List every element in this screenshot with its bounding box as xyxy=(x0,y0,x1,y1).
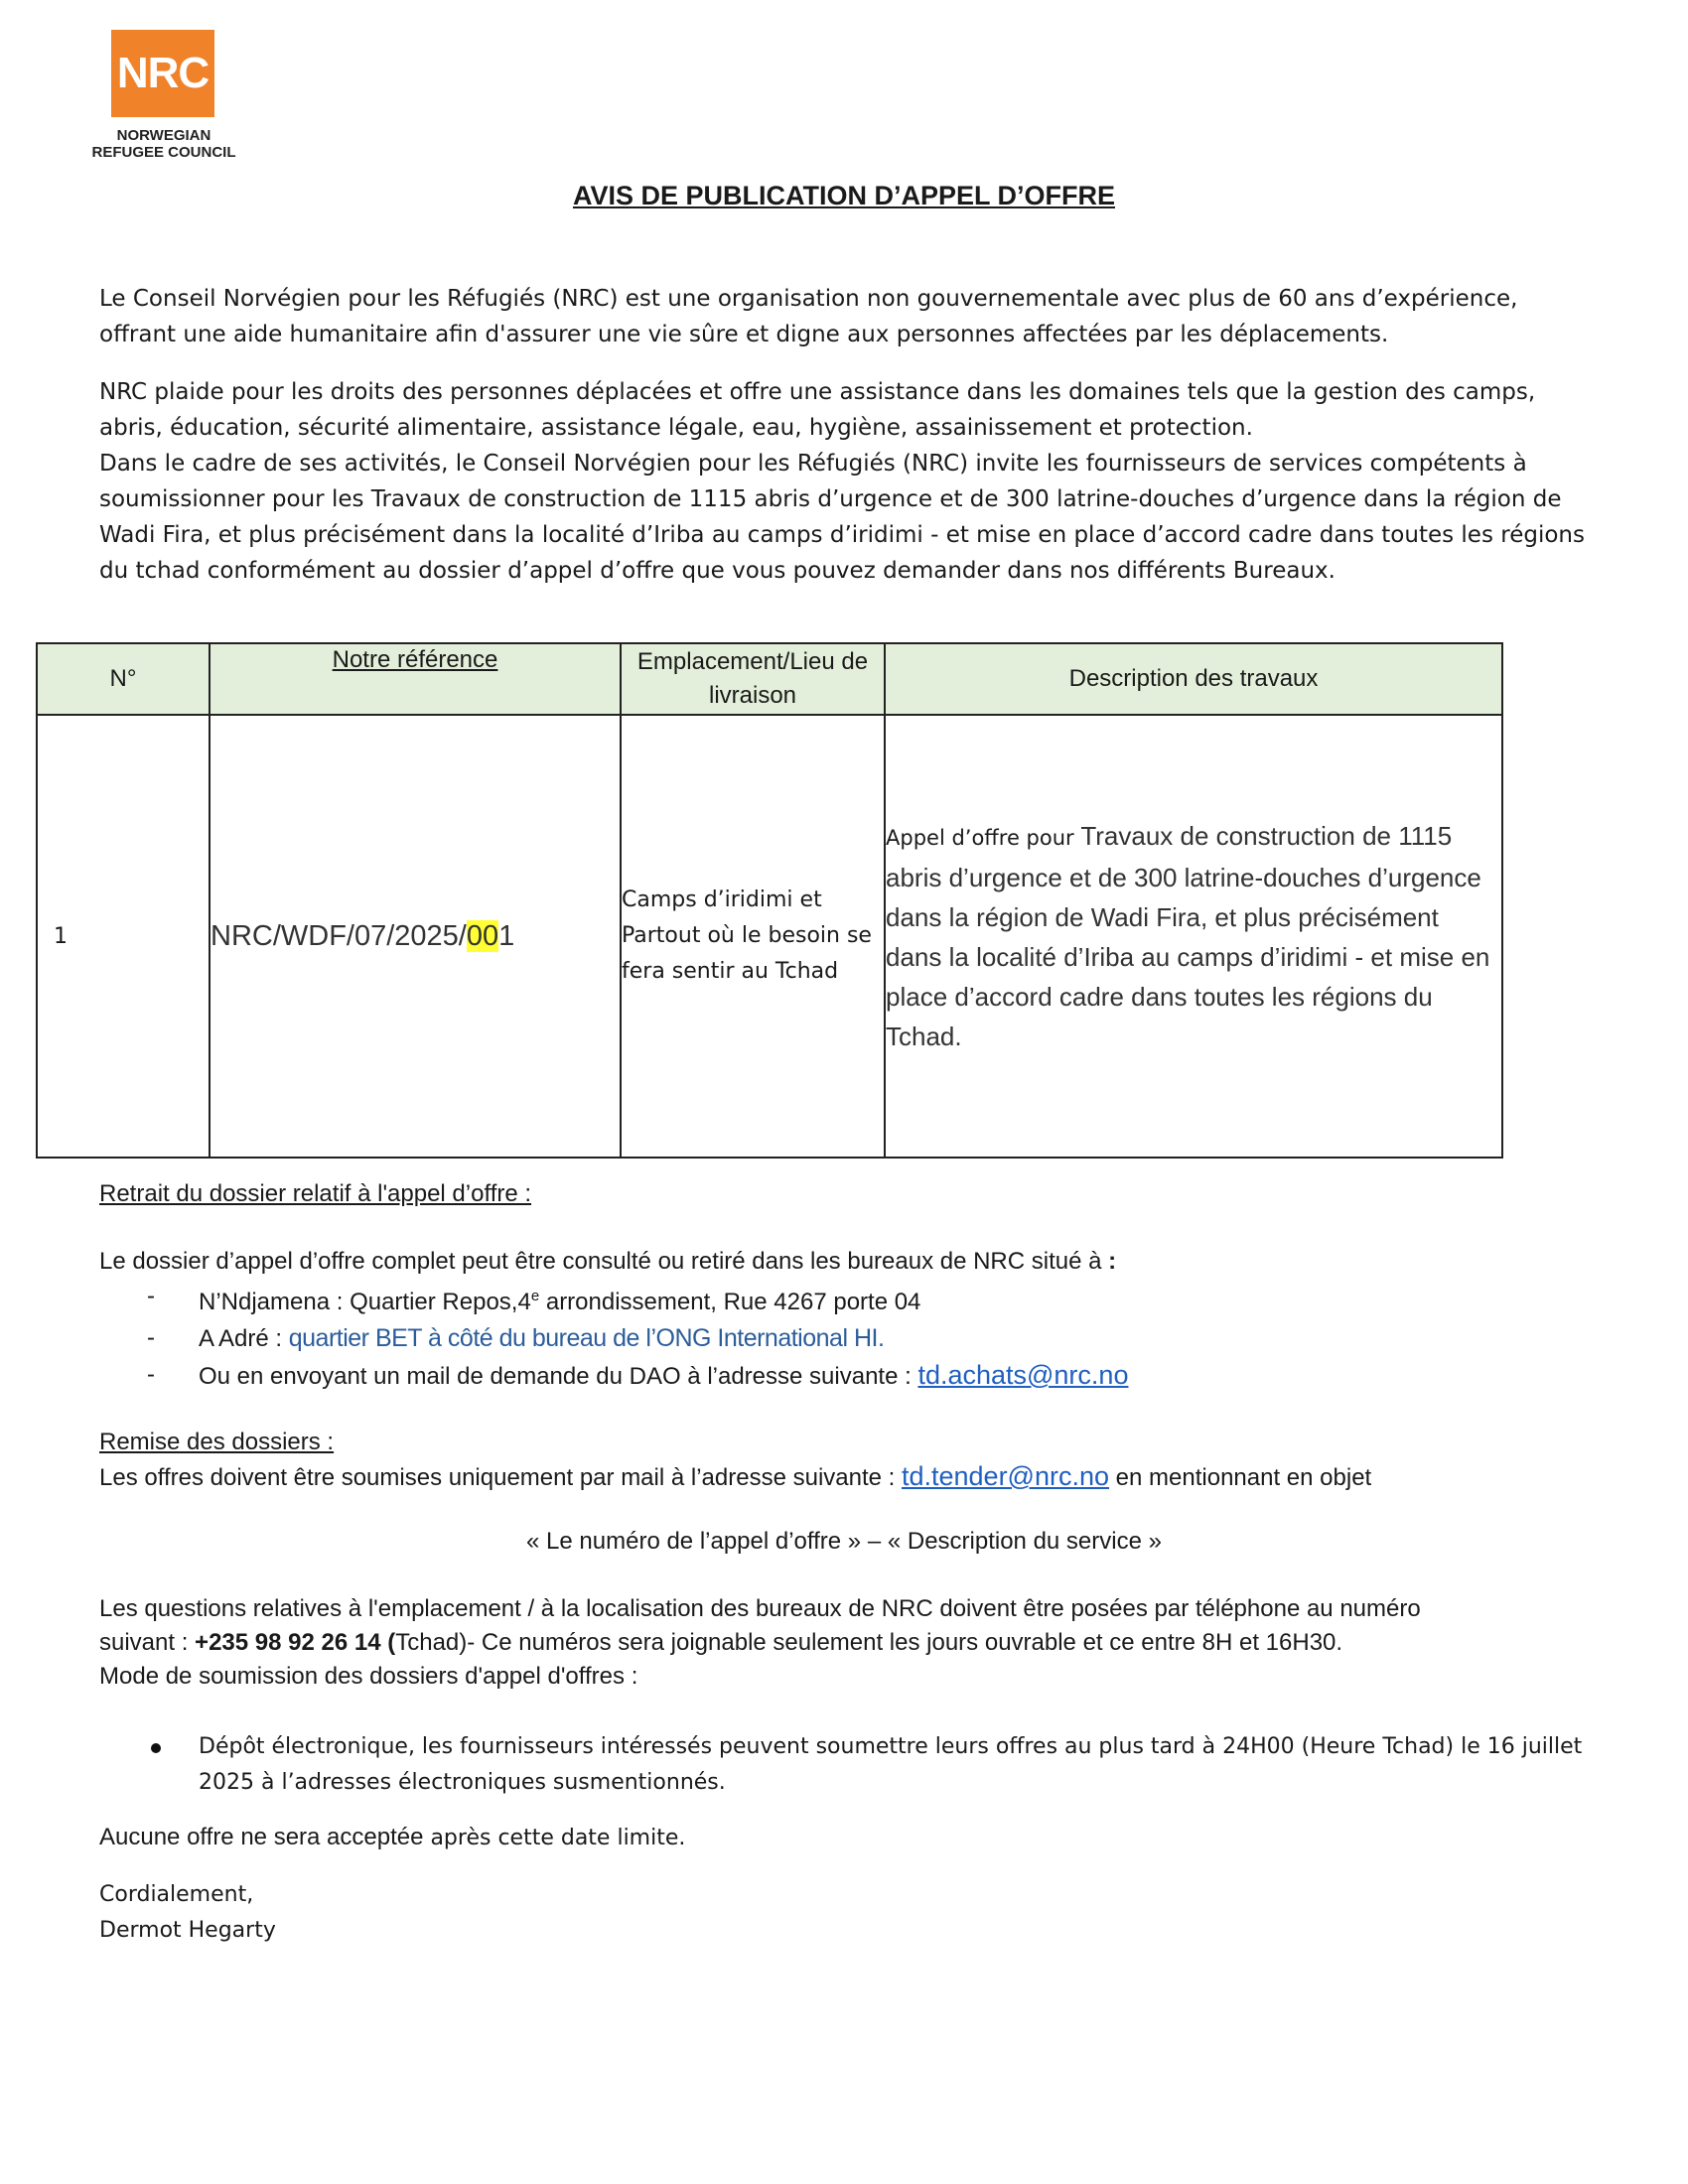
depot-text: Dépôt électronique, les fournisseurs intéressés peuvent soumettre leurs offres au plus tard à 24H00 (Heure Tchad) le 16 juillet 2025 à l’adresses électroniques susmentionnés. xyxy=(199,1734,1583,1795)
email-request-text: Ou en envoyant un mail de demande du DAO à l’adresse suivante : xyxy=(199,1363,918,1390)
table-row xyxy=(37,715,1502,1158)
no-offer-line xyxy=(99,1821,1589,1855)
retrait-intro xyxy=(99,1245,1589,1279)
office-ndjamena-sup: e xyxy=(530,1288,540,1304)
phone-number: +235 98 92 26 14 ( xyxy=(195,1629,396,1656)
intro-paragraph-2-text: NRC plaide pour les droits des personnes déplacées et offre une assistance dans les domaines tels que la gestion des camps, abris, éducation, sécurité alimentaire, assistance légale, eau, hygiène, assainissement et protection. xyxy=(99,379,1536,441)
questions-text-b: Tchad)- Ce numéros sera joignable seulement les jours ouvrable et ce entre 8H et 16H30. xyxy=(395,1629,1343,1656)
submission-mode-label: Mode de soumission des dossiers d'appel d'offres : xyxy=(99,1663,638,1690)
cell-location: Camps d’iridimi et Partout où le besoin se fera sentir au Tchad xyxy=(621,715,885,1158)
bullet-icon xyxy=(151,1743,161,1753)
list-item xyxy=(99,1279,1589,1320)
remise-line xyxy=(99,1459,1589,1495)
remise-text-a: Les offres doivent être soumises uniquement par mail à l’adresse suivante : xyxy=(99,1464,902,1491)
office-adre-address: quartier BET à côté du bureau de l’ONG International HI. xyxy=(288,1324,885,1352)
reference-part-1: NRC/WDF/07/2025/ xyxy=(211,919,467,952)
retrait-intro-colon: : xyxy=(1108,1248,1117,1275)
questions-text-a: suivant : xyxy=(99,1629,196,1656)
cell-description xyxy=(885,715,1502,1158)
signature-block xyxy=(99,1877,1589,1949)
retrait-heading: Retrait du dossier relatif à l'appel d’offre : xyxy=(99,1180,532,1207)
tender-table xyxy=(36,642,1503,1159)
questions-line-1: Les questions relatives à l'emplacement / à la localisation des bureaux de NRC doivent être posées par téléphone au numéro xyxy=(99,1595,1421,1622)
intro-paragraph-2 xyxy=(99,374,1599,589)
office-list xyxy=(99,1279,1589,1395)
header-location: Emplacement/Lieu de livraison xyxy=(621,643,885,715)
office-ndjamena-b: arrondissement, Rue 4267 porte 04 xyxy=(539,1289,921,1315)
nrc-logo-text xyxy=(71,127,256,161)
reference-highlight: 00 xyxy=(466,919,499,952)
cell-number: 1 xyxy=(37,715,210,1158)
no-offer-a: Aucune offre ne sera acceptée xyxy=(99,1824,424,1850)
office-ndjamena-a: N’Ndjamena : Quartier Repos,4 xyxy=(199,1289,531,1315)
header-reference: Notre référence xyxy=(210,643,621,715)
logo-line-2: REFUGEE COUNCIL xyxy=(91,144,236,161)
remise-section xyxy=(99,1426,1589,1495)
nrc-logo-letters: NRC xyxy=(116,49,210,97)
achats-email-link[interactable]: td.achats@nrc.no xyxy=(917,1360,1129,1390)
remise-heading: Remise des dossiers : xyxy=(99,1429,335,1455)
intro-paragraph-1: Le Conseil Norvégien pour les Réfugiés (NRC) est une organisation non gouvernementale avec plus de 60 ans d’expérience, offrant une aide humanitaire afin d'assurer une vie sûre et digne aux personnes affectées par les déplacements. xyxy=(99,286,1518,347)
questions-section xyxy=(99,1592,1589,1694)
retrait-intro-text: Le dossier d’appel d’offre complet peut être consulté ou retiré dans les bureaux de NRC situé à xyxy=(99,1248,1109,1275)
cell-reference xyxy=(210,715,621,1158)
depot-section xyxy=(99,1729,1589,1801)
list-item xyxy=(99,1729,1589,1801)
email-subject-format: « Le numéro de l’appel d’offre » – « Description du service » xyxy=(526,1528,1162,1555)
logo-line-1: NORWEGIAN xyxy=(116,127,211,144)
regards: Cordialement, xyxy=(99,1882,254,1907)
list-item xyxy=(99,1357,1589,1395)
closing-section xyxy=(99,1821,1589,1949)
description-text: Travaux de construction de 1115 abris d’urgence et de 300 latrine-douches d’urgence dans la région de Wadi Fira, et plus précisément dans la localité d’Iriba au camps d’iridimi - et mise en place d’accord cadre dans toutes les régions du Tchad. xyxy=(886,821,1490,1051)
signer-name: Dermot Hegarty xyxy=(99,1918,276,1943)
header-number: N° xyxy=(37,643,210,715)
retrait-section xyxy=(99,1177,1589,1395)
reference-part-2: 1 xyxy=(498,919,515,952)
intro-paragraph-3-text: Dans le cadre de ses activités, le Conseil Norvégien pour les Réfugiés (NRC) invite les fournisseurs de services compétents à soumissionner pour les Travaux de construction de 1115 abris d’urgence et de 300 latrine-douches d’urgence dans la région de Wadi Fira, et plus précisément dans la localité d’Iriba au camps d’iridimi - et mise en place d’accord cadre dans toutes les régions du tchad conformément au dossier d’appel d’offre que vous pouvez demander dans nos différents Bureaux. xyxy=(99,451,1585,584)
nrc-logo xyxy=(71,30,256,161)
questions-line-2 xyxy=(99,1626,1589,1660)
remise-text-b: en mentionnant en objet xyxy=(1109,1464,1372,1491)
header-description: Description des travaux xyxy=(885,643,1502,715)
tender-email-link[interactable]: td.tender@nrc.no xyxy=(901,1461,1110,1491)
no-offer-b: après cette date limite. xyxy=(423,1826,686,1850)
table-header-row xyxy=(37,643,1502,715)
page-title: AVIS DE PUBLICATION D’APPEL D’OFFRE xyxy=(572,181,1116,210)
nrc-logo-mark xyxy=(111,30,214,117)
office-adre-label: A Adré : xyxy=(199,1325,289,1352)
description-lead: Appel d’offre pour xyxy=(886,826,1081,850)
list-item xyxy=(99,1320,1589,1357)
